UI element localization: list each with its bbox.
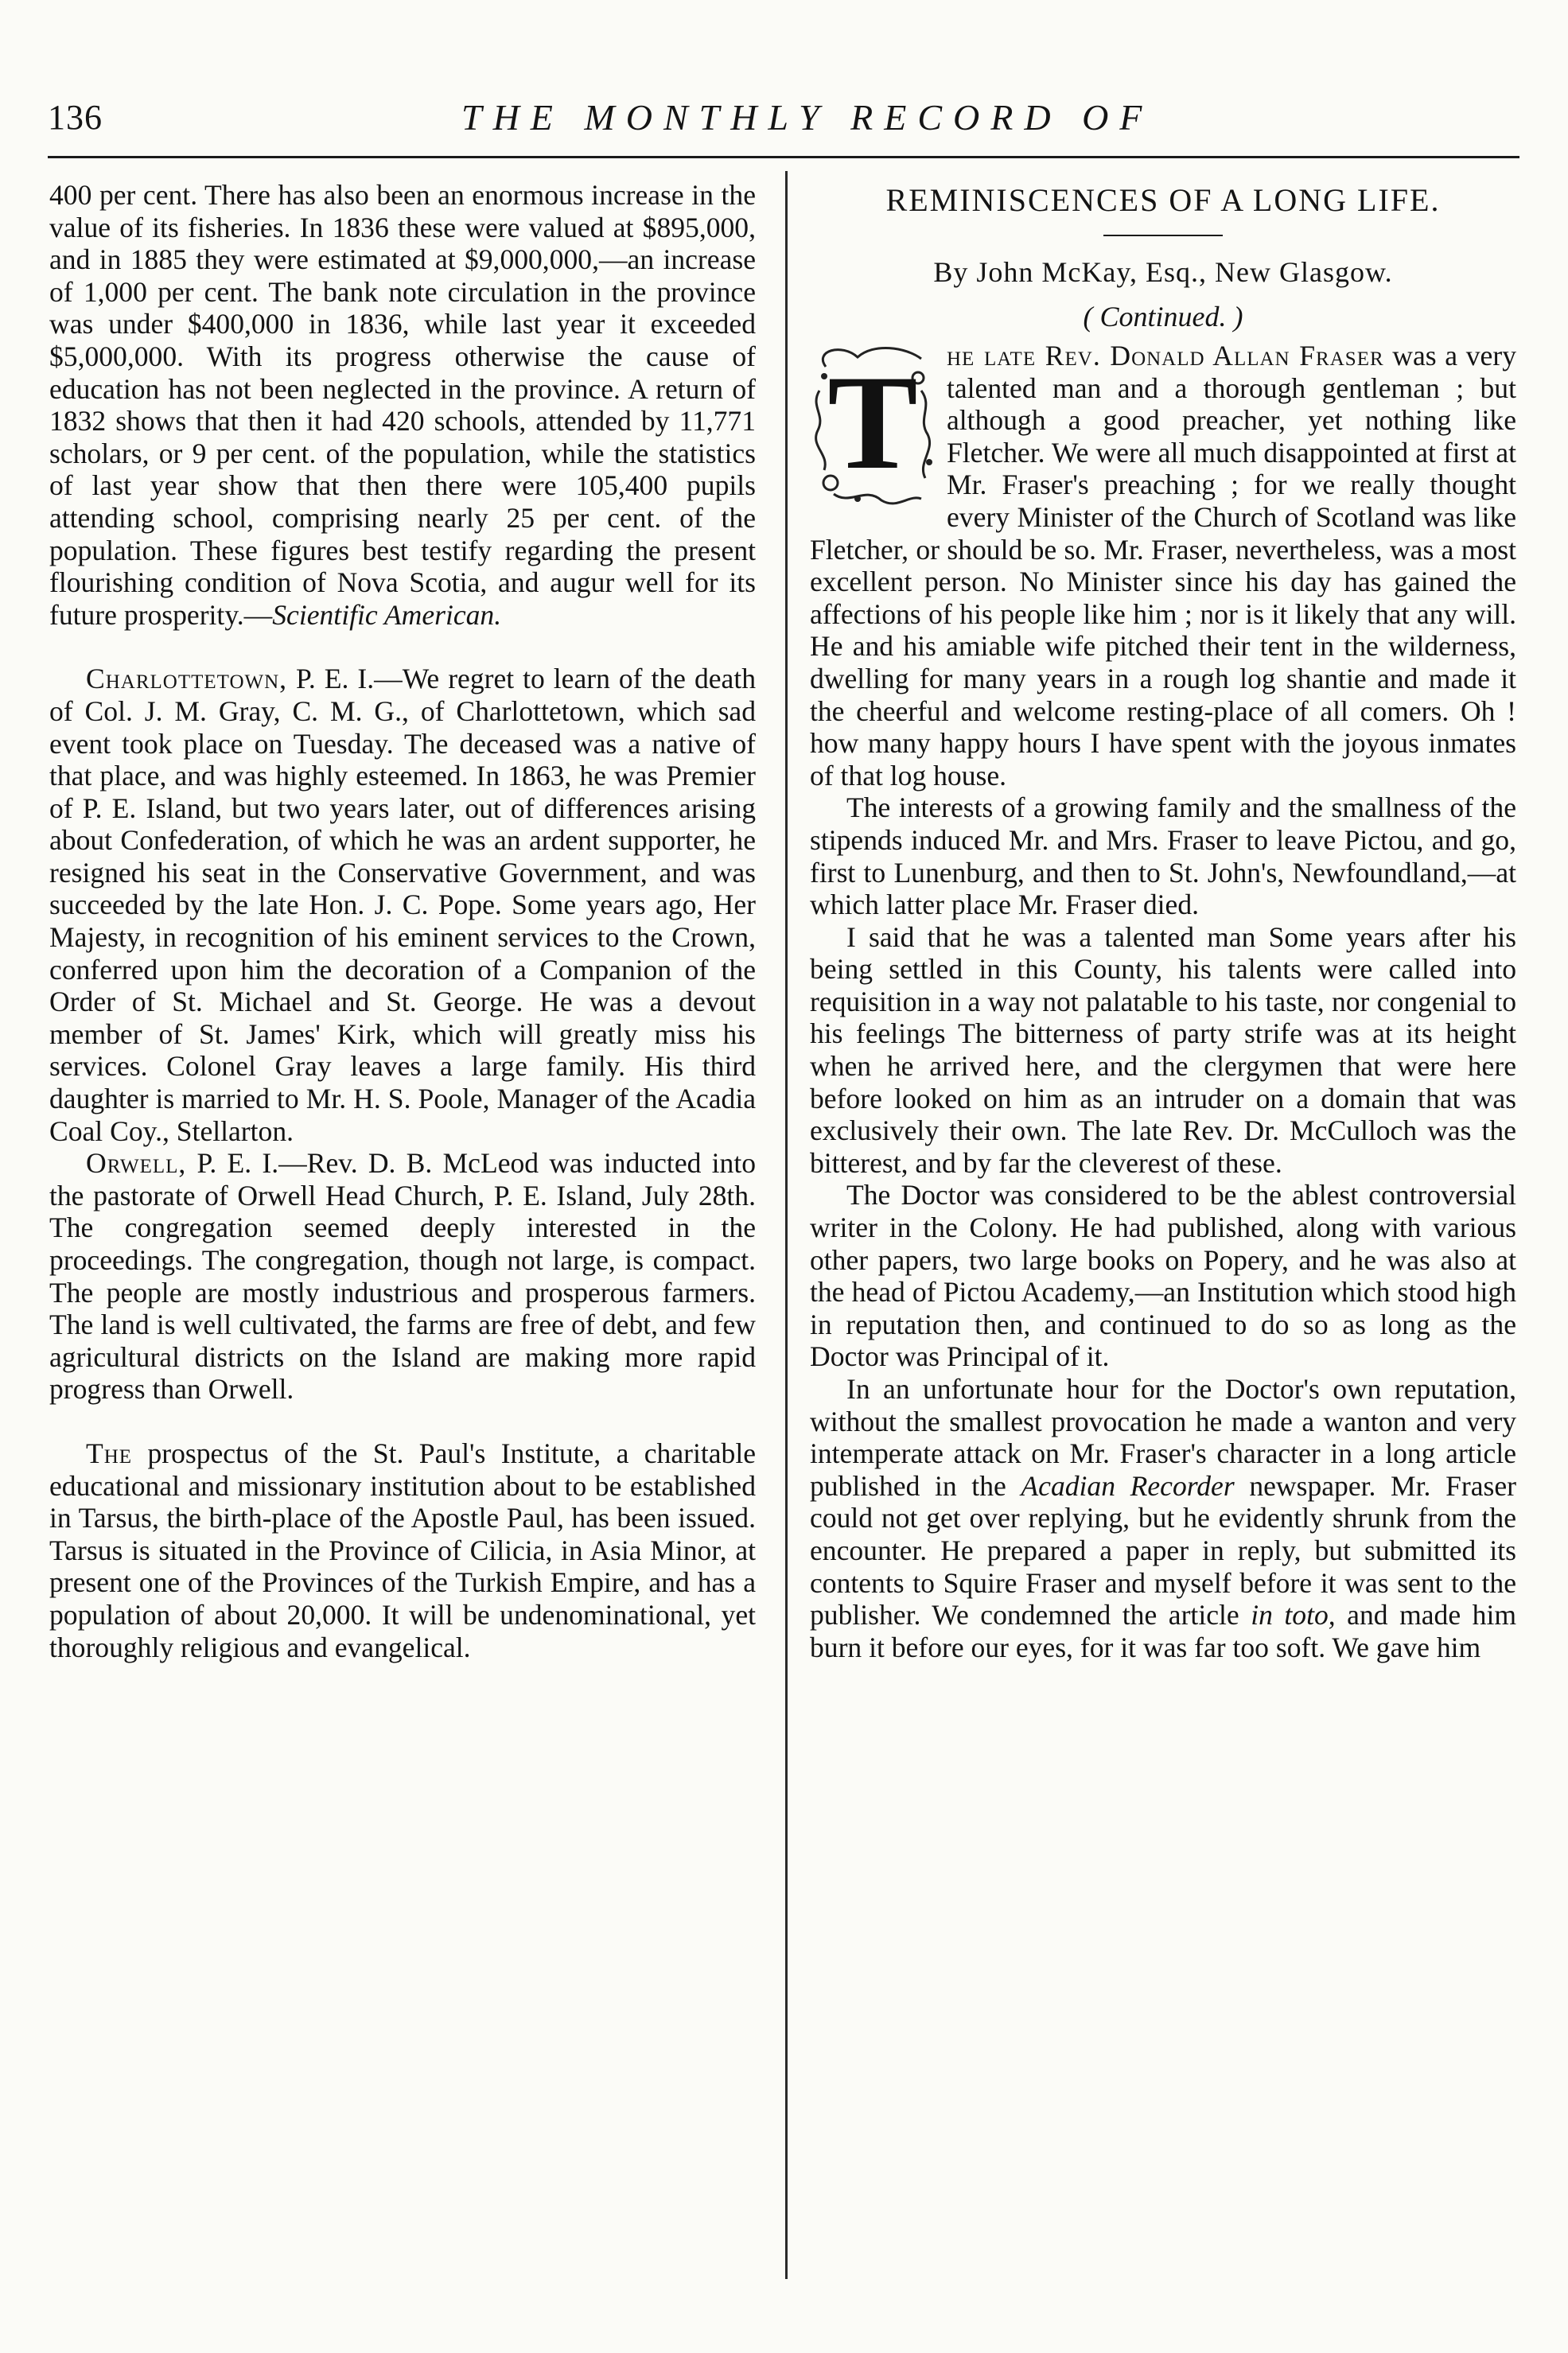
tarsus-lead: The xyxy=(86,1437,133,1469)
attack-text-1: In an unfortunate hour for the Doctor's own reputation, without the smallest provocation he made a wanton and very intemperate attack on Mr. Fraser's character in a long article published in the xyxy=(810,1373,1516,1502)
charlottetown-notice xyxy=(49,663,756,1147)
section-gap xyxy=(49,1406,756,1437)
article-title: REMINISCENCES OF A LONG LIFE. xyxy=(885,182,1441,218)
newspaper-name: Acadian Recorder xyxy=(1021,1469,1235,1502)
page-number: 136 xyxy=(48,98,103,137)
attack-paragraph xyxy=(810,1373,1516,1663)
orwell-text: P. E. I.—Rev. D. B. McLeod was inducted into the pastorate of Orwell Head Church, P. E. Island, July 28th. The congregation seemed deeply interested in the proceedings. The congregation, though not large, is compact. The people are mostly industrious and prosperous farmers. The land is well cultivated, the farms are free of debt, and few agricultural districts on the Island are making more rapid progress than Orwell. xyxy=(49,1147,756,1406)
right-column xyxy=(810,179,1516,1663)
orwell-notice xyxy=(49,1147,756,1406)
orwell-dateline: Orwell, xyxy=(86,1147,187,1180)
drop-cap xyxy=(810,343,936,508)
doctor-paragraph: The Doctor was considered to be the ablest controversial writer in the Colony. He had published, along with various other papers, two large books on Popery, and he was also at the head of Pictou Academy,—an Institution which stood high in reputation then, and continued to do so as long as the Doctor was Principal of it. xyxy=(810,1179,1516,1373)
tarsus-text: prospectus of the St. Paul's Institute, a charitable educational and missionary institution about to be established in Tarsus, the birth-place of the Apostle Paul, has been issued. Tarsus is situated in the Province of Cilicia, in Asia Minor, at present one of the Provinces of the Turkish Empire, and has a population of about 20,000. It will be undenominational, yet thoroughly religious and evangelical. xyxy=(49,1437,756,1663)
tarsus-notice xyxy=(49,1437,756,1663)
attack-text-2: newspaper. Mr. Fraser could not get over replying, but he evidently shrunk from the encounter. He prepared a paper in reply, but submitted its contents to Squire Fraser and myself before it was sent to the publisher. We condemned the article xyxy=(810,1469,1516,1632)
source-citation: Scientific American. xyxy=(272,598,502,631)
article-byline: By John McKay, Esq., New Glasgow. xyxy=(933,256,1393,288)
attack-text-3: and made him burn it before our eyes, for it was far too soft. We gave him xyxy=(810,1599,1517,1663)
column-divider xyxy=(785,171,788,2279)
charlottetown-text: P. E. I.—We regret to learn of the death of Col. J. M. Gray, C. M. G., of Charlottetown, which sad event took place on Tuesday. The deceased was a native of that place, and was highly esteemed. In 1863, he was Premier of P. E. Island, but two years later, out of differences arising about Confederation, of which he was an ardent supporter, he resigned his seat in the Conservative Government, and was succeeded by the late Hon. J. C. Pope. Some years ago, Her Majesty, in recognition of his eminent services to the Crown, conferred upon him the decoration of a Companion of the Order of St. Michael and St. George. He was a devout member of St. James' Kirk, which will greatly miss his services. Colonel Gray leaves a large family. His third daughter is married to Mr. H. S. Poole, Manager of the Acadia Coal Coy., Stellarton. xyxy=(49,663,756,1147)
drop-cap-letter: T xyxy=(827,348,918,497)
statistics-paragraph xyxy=(49,179,756,631)
fraser-lead: he late Rev. Donald Allan Fraser xyxy=(947,340,1384,371)
left-column xyxy=(49,179,756,1663)
header-rule xyxy=(48,156,1519,158)
running-head xyxy=(48,94,1519,142)
charlottetown-dateline: Charlottetown, xyxy=(86,663,288,695)
fraser-paragraph xyxy=(810,340,1516,791)
section-gap xyxy=(49,631,756,663)
statistics-text: 400 per cent. There has also been an enormous increase in the value of its fisheries. In 1836 these were valued at $895,000, and in 1885 they were estimated at $9,000,000,—an increase of 1,000 per cent. The bank note circulation in the province was under $400,000 in 1836, while last year it exceeded $5,000,000. With its progress otherwise the cause of education has not been neglected in the province. A return of 1832 shows that then it had 420 schools, attended by 11,771 scholars, or 9 per cent. of the population, while the statistics of last year show that then there were 105,400 pupils attending school, comprising nearly 25 per cent. of the population. These figures best testify regarding the present flourishing condition of Nova Scotia, and augur well for its future prosperity.— xyxy=(49,179,756,631)
continued-note: ( Continued. ) xyxy=(1083,301,1243,333)
talented-paragraph: I said that he was a talented man Some years after his being settled in this County, his talents were called into requisition in a way not palatable to his taste, nor congenial to his feelings The bitterness of party strife was at its height when he arrived here, and the clergymen that were here before looked on him as an intruder on a domain that was exclusively their own. The late Rev. Dr. McCulloch was the bitterest, and by far the cleverest of these. xyxy=(810,920,1516,1179)
fraser-text: was a very talented man and a thorough gentleman ; but although a good preacher, yet nothing like Fletcher. We were all much disappointed at first at Mr. Fraser's preaching ; for we really thought every Minister of the Church of Scotland was like Fletcher, or should be so. Mr. Fraser, nevertheless, was a most excellent person. No Minister since his day has gained the affections of his people like him ; nor is it likely that any will. He and his amiable wife pitched their tent in the wilderness, dwelling for many years in a rough log shantie and made it the cheerful and welcome resting-place of all comers. Oh ! how many happy hours I have spent with the joyous inmates of that log house. xyxy=(810,340,1516,791)
journal-title: THE MONTHLY RECORD OF xyxy=(461,97,1154,138)
title-rule xyxy=(1103,235,1223,236)
family-paragraph: The interests of a growing family and the smallness of the stipends induced Mr. and Mrs. Fraser to leave Pictou, and go, first to Lunenburg, and then to St. John's, Newfoundland,—at which latter place Mr. Fraser died. xyxy=(810,791,1516,921)
in-toto: in toto, xyxy=(1251,1599,1336,1632)
